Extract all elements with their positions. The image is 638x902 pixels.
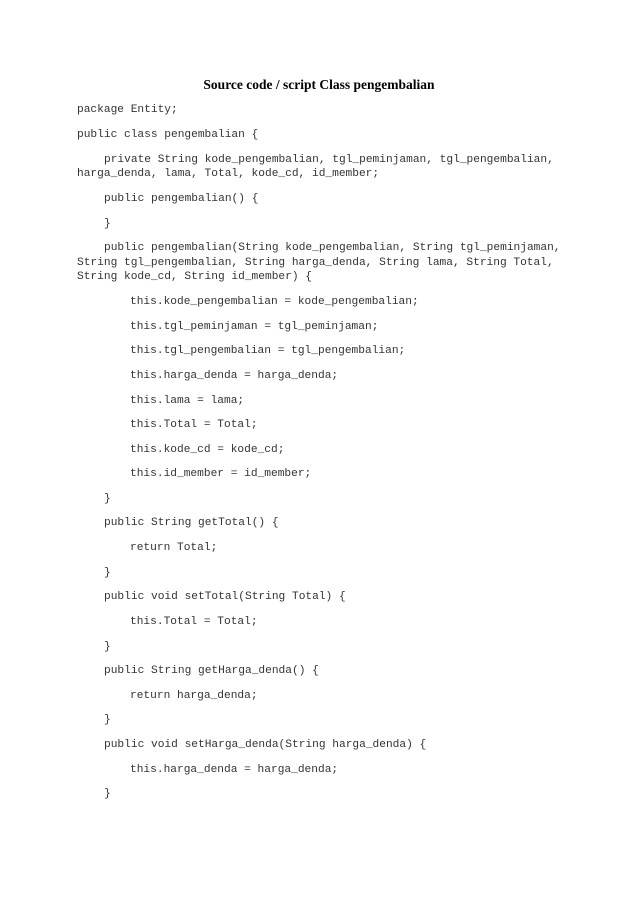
code-line: } [104,567,111,579]
code-line: this.kode_pengembalian = kode_pengembalian; [130,296,419,308]
code-line: public void setHarga_denda(String harga_denda) { [104,739,427,751]
code-line: private String kode_pengembalian, tgl_peminjaman, tgl_pengembalian, [104,154,554,166]
code-line: this.harga_denda = harga_denda; [130,764,339,776]
code-line: this.tgl_pengembalian = tgl_pengembalian; [130,345,406,357]
code-line: public class pengembalian { [77,129,259,141]
code-line: } [104,218,111,230]
code-line: package Entity; [77,104,178,116]
code-line: return Total; [130,542,218,554]
code-line: public pengembalian(String kode_pengembalian, String tgl_peminjaman, [104,242,561,254]
code-line: return harga_denda; [130,690,258,702]
code-line: } [104,714,111,726]
document-title: Source code / script Class pengembalian [203,77,435,92]
code-line: this.id_member = id_member; [130,468,312,480]
code-line: this.tgl_peminjaman = tgl_peminjaman; [130,321,379,333]
code-line: } [104,788,111,800]
code-line: harga_denda, lama, Total, kode_cd, id_member; [77,168,380,180]
code-line: } [104,641,111,653]
code-line: public String getHarga_denda() { [104,665,319,677]
code-line: public pengembalian() { [104,193,259,205]
code-line: this.harga_denda = harga_denda; [130,370,339,382]
code-line: this.Total = Total; [130,419,258,431]
code-line: this.kode_cd = kode_cd; [130,444,285,456]
code-line: String tgl_pengembalian, String harga_denda, String lama, String Total, [77,257,554,269]
code-line: this.Total = Total; [130,616,258,628]
code-line: this.lama = lama; [130,395,245,407]
code-line: } [104,493,111,505]
code-line: public String getTotal() { [104,517,279,529]
code-line: public void setTotal(String Total) { [104,591,346,603]
code-line: String kode_cd, String id_member) { [77,271,312,283]
